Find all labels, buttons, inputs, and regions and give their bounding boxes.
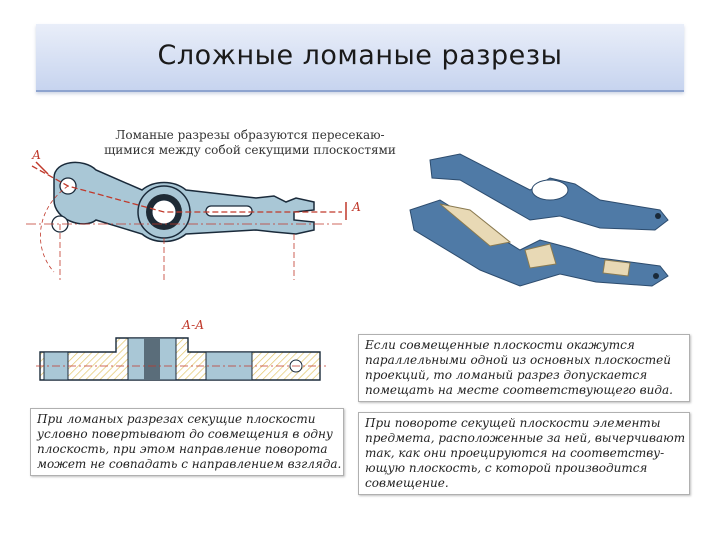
slot xyxy=(206,206,252,216)
note-line: плоскость, при этом направление поворота xyxy=(37,442,328,456)
note-line: может не совпадать с направлением взгляда. xyxy=(37,457,342,471)
note-left xyxy=(30,408,344,476)
iso-end-hole xyxy=(653,273,659,279)
note-line: При повороте секущей плоскости элементы xyxy=(365,416,661,430)
note-line: совмещение. xyxy=(365,476,449,490)
note-line: так, как они проецируются на соответству- xyxy=(365,446,665,460)
iso-view-drawing xyxy=(400,150,690,310)
top-view-drawing xyxy=(24,140,354,280)
note-line: Если совмещенные плоскости окажутся xyxy=(365,338,635,352)
note-line: параллельными одной из основных плоскостей xyxy=(365,353,671,367)
label-a-right: А xyxy=(352,200,362,214)
top-note-line: Ломаные разрезы образуются пересекаю- xyxy=(115,128,385,142)
note-line: помещать на месте соответствующего вида. xyxy=(365,383,673,397)
note-right-1 xyxy=(358,334,690,402)
note-line: предмета, расположенные за ней, вычерчивают xyxy=(365,431,686,445)
slide-title: Сложные ломаные разрезы xyxy=(157,40,563,71)
title-bar xyxy=(36,24,684,92)
note-line: ющую плоскость, с которой производится xyxy=(365,461,648,475)
label-section: А-А xyxy=(182,318,205,332)
iso-end-hole xyxy=(655,213,661,219)
note-line: При ломаных разрезах секущие плоскости xyxy=(37,412,316,426)
cut-face xyxy=(603,260,630,276)
iso-hub xyxy=(532,180,568,200)
section-body xyxy=(40,338,320,380)
label-a-left: А xyxy=(32,148,42,162)
section-view-drawing xyxy=(36,330,326,390)
note-line: проекций, то ломаный разрез допускается xyxy=(365,368,648,382)
note-line: условно повертывают до совмещения в одну xyxy=(37,427,333,441)
note-right-2 xyxy=(358,412,690,495)
bore-inner xyxy=(144,338,160,380)
top-note-line: щимися между собой секущими плоскостями xyxy=(104,143,396,157)
